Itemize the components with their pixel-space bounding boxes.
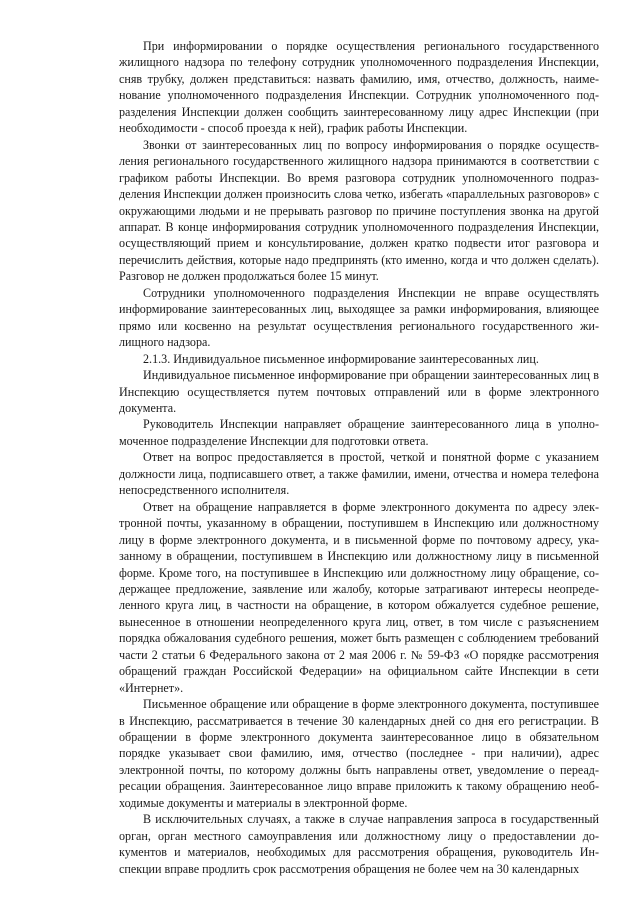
section-heading-2-1-3: 2.1.3. Индивидуальное письменное информирование заинтересованных лиц. [143,351,539,366]
paragraph-answer-delivery: Ответ на обращение направляется в форме электронного документа по адресу электронной почты, указанному в обращении, поступившем в Инспекцию или должностному лицу в форме электронного документа, и в письменной форме по почтовому адресу, указанному в обращении, поступившем в Инспекцию или должностному лицу в письменной форме. Кроме того, на поступившее в Инспекцию или должностному лицу обращение, содержащее предложение, заявление или жалобу, которые затрагивают интересы неопределенного круга лиц, в частности на обращение, в котором обжалуется судебное решение, вынесенное в отношении неопределенного круга лиц, ответ, в том числе с разъяснением порядка обжалования судебного решения, может быть размещен с соблюдением требований части 2 статьи 6 Федерального закона от 2 мая 2006 г. № 59-ФЗ «О порядке рассмотрения обращений граждан Российской Федерации» на официальном сайте Инспекции в сети «Интернет». [119,499,599,695]
paragraph-review-period: Письменное обращение или обращение в форме электронного документа, поступившее в Инспекцию, рассматривается в течение 30 календарных дней со дня его регистрации. В обращении в форме электронного документа заинтересованное лицо в обязательном порядке указывает свои фамилию, имя, отчество (последнее - при наличии), адрес электронной почты, по которому должны быть направлены ответ, уведомление о переадресации обращения. Заинтересованное лицо вправе приложить к такому обращению необходимые документы и материалы в электронной форме. [119,697,599,810]
paragraph-extension: В исключительных случаях, а также в случае направления запроса в государственный орган, орган местного самоуправления или должностному лицу о предоставлении документов и материалов, необходимых для рассмотрения обращения, руководитель Инспекции вправе продлить срок рассмотрения обращения не более чем на 30 календарных [119,812,599,876]
paragraph-written-info: Индивидуальное письменное информирование при обращении заинтересованных лиц в Инспекцию осуществляется путем почтовых отправлений или в форме электронного документа. [119,368,599,415]
paragraph-phone-intro: При информировании о порядке осуществления регионального государственного жилищного надзора по телефону сотрудник уполномоченного подразделения Инспекции, сняв трубку, должен представиться: назвать фамилию, имя, отчество, должность, наименование уполномоченного подразделения Инспекции. Сотрудник уполномоченного подразделения Инспекции должен сообщить заинтересованному лицу адрес Инспекции (при необходимости - способ проезда к ней), график работы Инспекции. [119,39,599,136]
paragraph-restrictions: Сотрудники уполномоченного подразделения Инспекции не вправе осуществлять информирование заинтересованных лиц, выходящее за рамки информирования, влияющее прямо или косвенно на результат осуществления регионального государственного жилищного надзора. [119,285,599,350]
paragraph-answer-form: Ответ на вопрос предоставляется в простой, четкой и понятной форме с указанием должности лица, подписавшего ответ, а также фамилии, имени, отчества и номера телефона непосредственного исполнителя. [119,450,599,498]
paragraph-head-directs: Руководитель Инспекции направляет обращение заинтересованного лица в уполномоченное подразделение Инспекции для подготовки ответа. [119,417,599,448]
paragraph-phone-calls: Звонки от заинтересованных лиц по вопросу информирования о порядке осуществления регионального государственного жилищного надзора принимаются в соответствии с графиком работы Инспекции. Во время разговора сотрудник уполномоченного подразделения Инспекции должен произносить слова четко, избегать «параллельных разговоров» с окружающими людьми и не прерывать разговор по причине поступления звонка на другой аппарат. В конце информирования сотрудник уполномоченного подразделения Инспекции, осуществляющий прием и консультирование, должен кратко подвести итог разговора и перечислить действия, которые надо предпринять (кто именно, когда и что должен сделать). Разговор не должен продолжаться более 15 минут. [119,137,599,284]
document-body [119,38,599,877]
